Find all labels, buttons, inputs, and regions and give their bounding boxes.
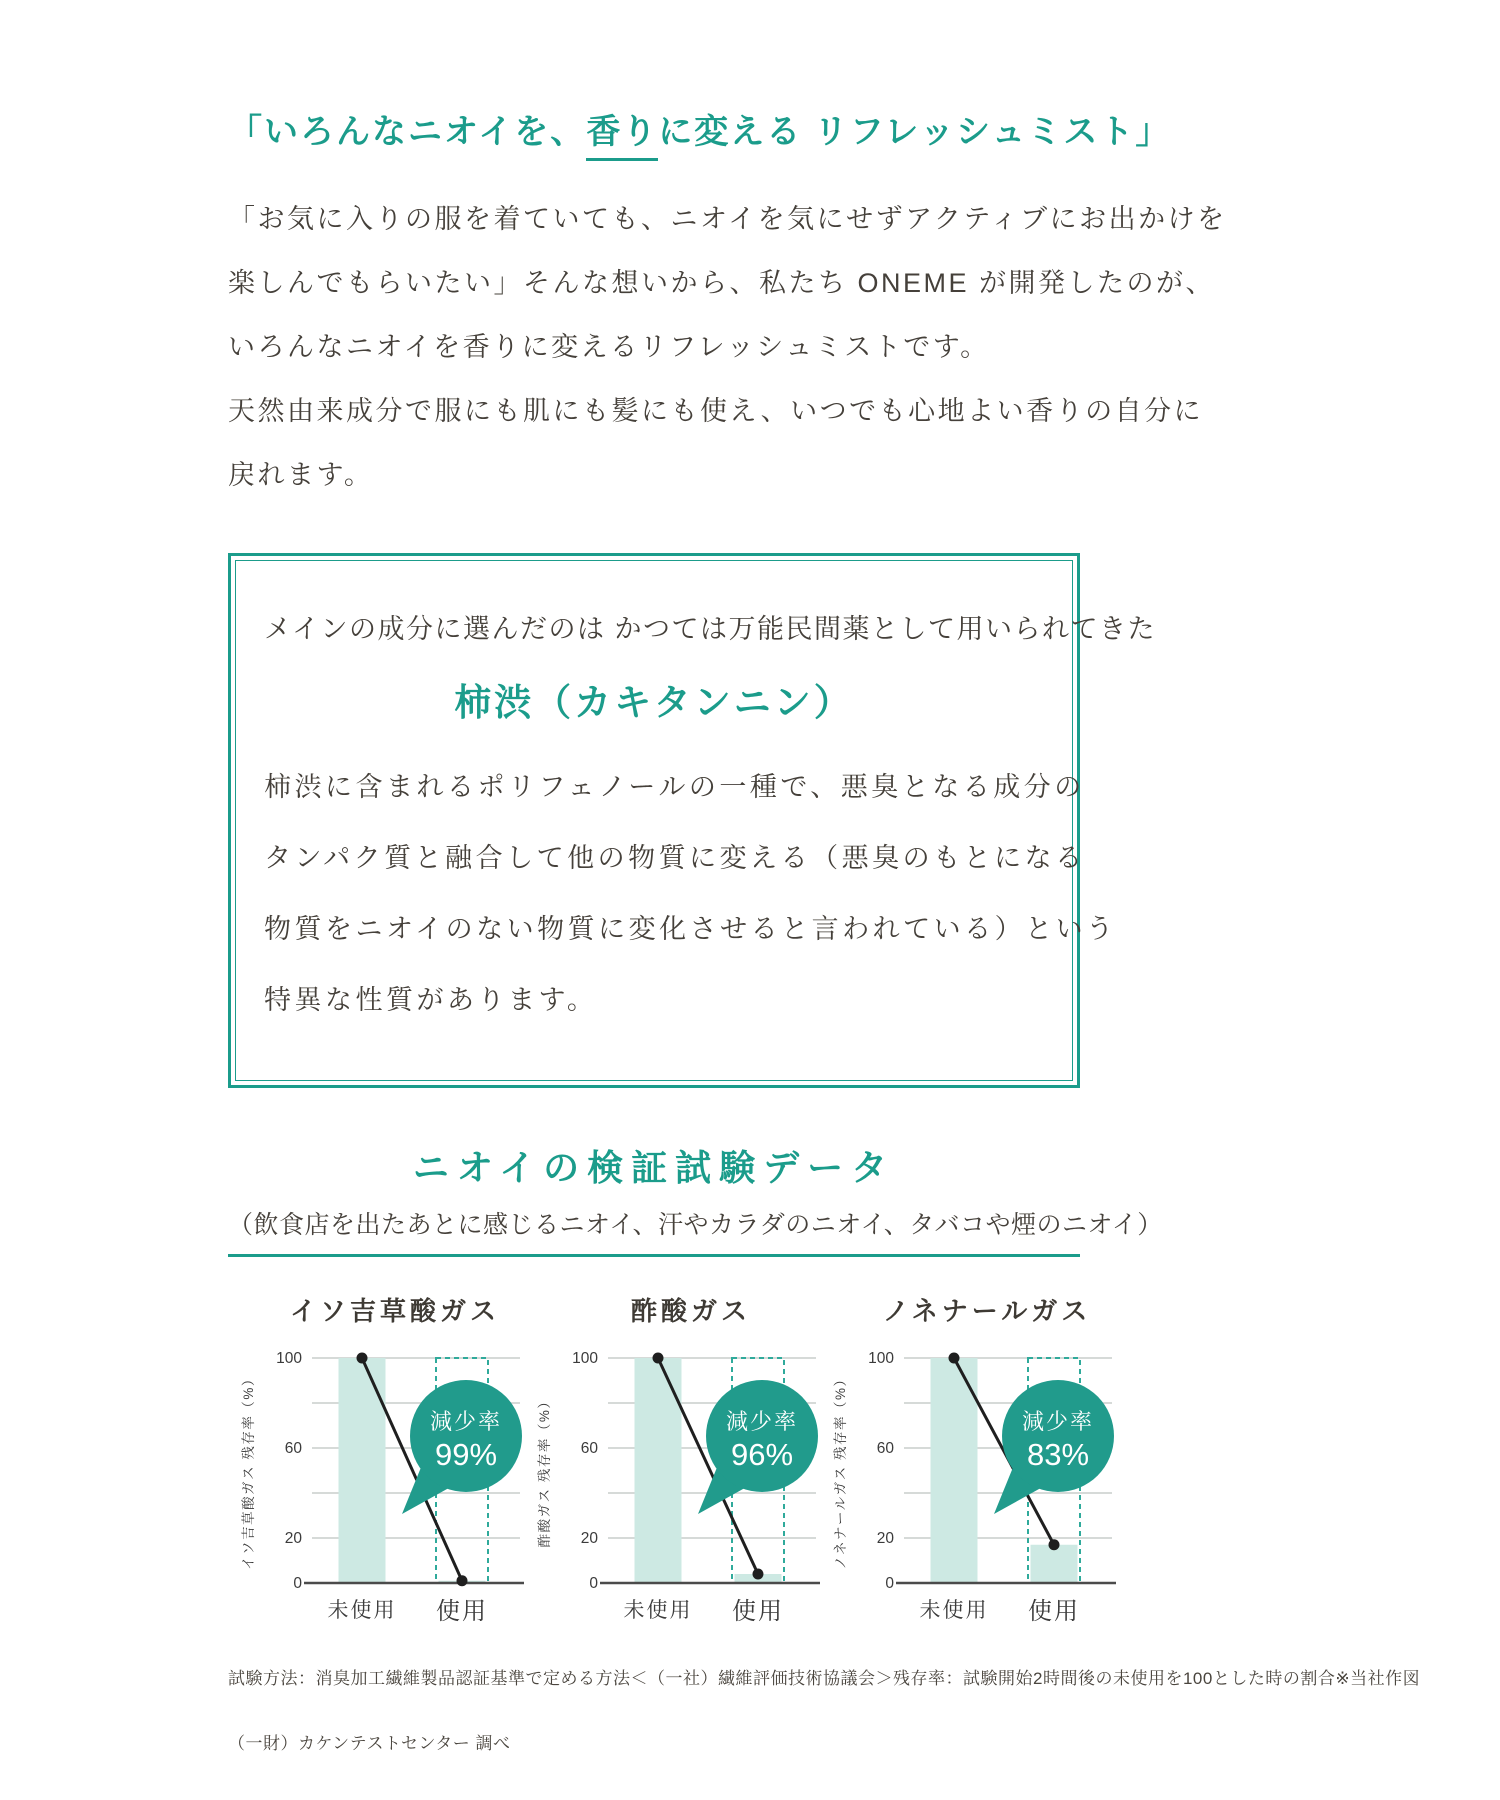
x-label-unused: 未使用 — [623, 1599, 693, 1622]
x-label-unused: 未使用 — [919, 1599, 989, 1622]
trend-dot — [357, 1353, 368, 1364]
chart-canvas — [830, 1336, 1116, 1636]
reduction-value: 99% — [434, 1437, 498, 1472]
x-label-used: 使用 — [1028, 1598, 1080, 1625]
y-axis-label: イソ吉草酸ガス 残存率（%） — [241, 1371, 256, 1570]
trend-dot — [653, 1353, 664, 1364]
chart-canvas — [238, 1336, 524, 1636]
page-title-underlined-word: 香り — [586, 113, 658, 161]
intro-line: 楽しんでもらいたい」そんな想いから、私たち ONEME が開発したのが、 — [228, 268, 1216, 298]
footnotes — [228, 1664, 1421, 1754]
reduction-bubble — [1002, 1380, 1114, 1492]
ingredient-description-line: 柿渋に含まれるポリフェノールの一種で、悪臭となる成分の — [264, 772, 1085, 802]
chart-title: イソ吉草酸ガス — [289, 1296, 500, 1326]
ingredient-description-line: タンパク質と融合して他の物質に変える（悪臭のもとになる — [264, 843, 1086, 873]
ingredient-box-inner — [235, 560, 1156, 1081]
page-title-post: に変える リフレッシュミスト」 — [658, 113, 1172, 151]
chart-acetic-gas — [534, 1291, 820, 1636]
ingredient-box — [228, 553, 1156, 1088]
footnote-row — [228, 1664, 1421, 1689]
chart-title: ノネナールガス — [882, 1296, 1092, 1326]
bar-used — [1031, 1545, 1078, 1583]
y-tick-label: 20 — [876, 1530, 894, 1547]
footnote-credit: ※当社作図 — [1335, 1669, 1421, 1688]
reduction-label: 減少率 — [1021, 1409, 1095, 1434]
y-tick-label: 100 — [276, 1350, 302, 1367]
y-tick-label: 0 — [589, 1575, 598, 1592]
reduction-bubble — [410, 1380, 522, 1492]
y-tick-label: 0 — [293, 1575, 302, 1592]
reduction-label: 減少率 — [429, 1409, 503, 1434]
y-axis-label: 酢酸ガス 残存率（%） — [537, 1393, 552, 1548]
reduction-value: 83% — [1026, 1437, 1090, 1472]
x-label-unused: 未使用 — [327, 1599, 397, 1622]
intro-paragraph — [228, 187, 1227, 507]
intro-line: 戻れます。 — [228, 460, 374, 490]
intro-line: 「お気に入りの服を着ていても、ニオイを気にせずアクティブにお出かけを — [228, 204, 1227, 234]
trend-dot — [1049, 1539, 1060, 1550]
page-title-pre: 「いろんなニオイを、 — [228, 113, 587, 151]
footnote-tested-by: （一財）カケンテストセンター 調べ — [228, 1734, 511, 1753]
chart-nonenal-gas — [830, 1291, 1116, 1636]
ingredient-name: 柿渋（カキタンニン） — [454, 682, 854, 723]
intro-line: 天然由来成分で服にも肌にも髪にも使え、いつでも心地よい香りの自分に — [228, 396, 1204, 426]
y-axis-label: ノネナールガス 残存率（%） — [833, 1371, 848, 1570]
reduction-value: 96% — [730, 1437, 794, 1472]
ingredient-lead: メインの成分に選んだのは かつては万能民間薬として用いられてきた — [264, 614, 1156, 644]
chart-title: 酢酸ガス — [630, 1296, 751, 1326]
y-tick-label: 20 — [284, 1530, 302, 1547]
chart-isovaleric-gas — [238, 1291, 524, 1636]
y-tick-label: 60 — [284, 1440, 302, 1457]
y-tick-label: 0 — [885, 1575, 894, 1592]
y-tick-label: 100 — [572, 1350, 598, 1367]
y-tick-label: 100 — [868, 1350, 894, 1367]
x-label-used: 使用 — [436, 1598, 488, 1625]
trend-dot — [753, 1569, 764, 1580]
ingredient-description-line: 物質をニオイのない物質に変化させると言われている）という — [264, 914, 1117, 944]
x-label-used: 使用 — [732, 1598, 784, 1625]
section-divider — [228, 1254, 1080, 1257]
trend-dot — [457, 1575, 468, 1586]
intro-line: いろんなニオイを香りに変えるリフレッシュミストです。 — [228, 332, 990, 362]
y-tick-label: 20 — [580, 1530, 598, 1547]
test-data-subheading: （飲食店を出たあとに感じるニオイ、汗やカラダのニオイ、タバコや煙のニオイ） — [228, 1211, 1163, 1239]
charts-row — [238, 1291, 1118, 1636]
reduction-label: 減少率 — [725, 1409, 799, 1434]
y-tick-label: 60 — [580, 1440, 598, 1457]
trend-dot — [949, 1353, 960, 1364]
page-title — [228, 104, 1172, 153]
footnote-method: 試験方法：消臭加工繊維製品認証基準で定める方法＜（一社）繊維評価技術協議会＞ — [228, 1669, 893, 1688]
ingredient-description-line: 特異な性質があります。 — [264, 985, 598, 1015]
content-column — [228, 0, 1421, 1754]
ingredient-description — [264, 752, 1117, 1036]
y-tick-label: 60 — [876, 1440, 894, 1457]
test-data-heading: ニオイの検証試験データ — [412, 1147, 896, 1188]
reduction-bubble — [706, 1380, 818, 1492]
footnote-ratio: 残存率：試験開始2時間後の未使用を100とした時の割合 — [893, 1669, 1336, 1688]
chart-canvas — [534, 1336, 820, 1636]
